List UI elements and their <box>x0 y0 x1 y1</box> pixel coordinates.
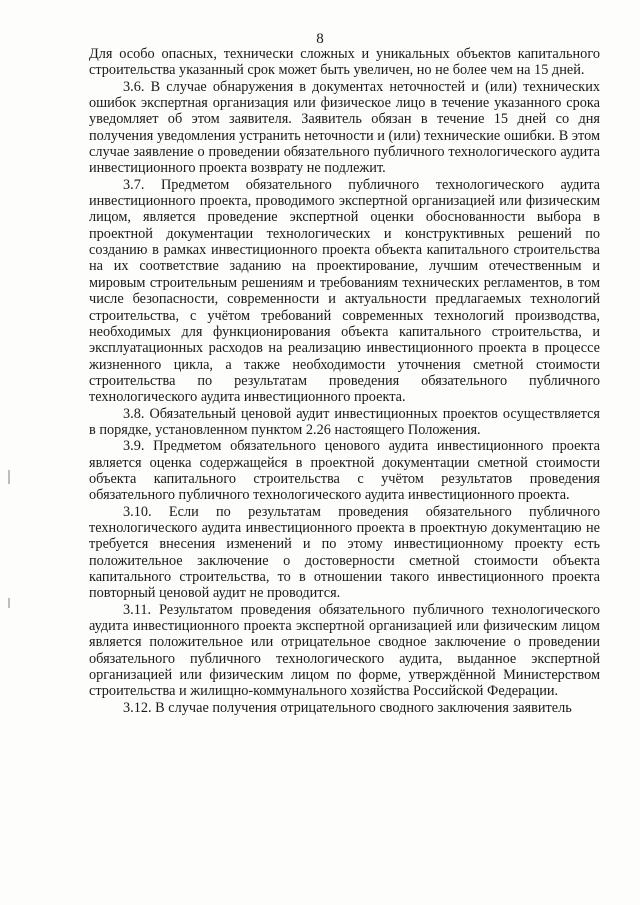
paragraph-3-11: 3.11. Результатом проведения обязательного публичного технологического аудита инвестиционного проекта экспертной организацией или физическим лицом является положительное или отрицательное сводное заключение о проведении обязательного публичного технологического аудита, выданное экспертной организацией или физическим лицом по форме, утверждённой Министерством строительства и жилищно-коммунального хозяйства Российской Федерации. <box>89 601 600 700</box>
scan-artifact <box>8 598 10 608</box>
paragraph-3-9: 3.9. Предметом обязательного ценового аудита инвестиционного проекта является оценка содержащейся в проектной документации сметной стоимости объекта капитального строительства с учётом результатов проведения обязательного публичного технологического аудита инвестиционного проекта. <box>89 438 600 504</box>
paragraph-continuation: Для особо опасных, технически сложных и уникальных объектов капитального строительства указанный срок может быть увеличен, но не более чем на 15 дней. <box>89 46 600 79</box>
paragraph-3-10: 3.10. Если по результатам проведения обязательного публичного технологического аудита инвестиционного проекта в проектную документацию не требуется внесения изменений и по этому инвестиционному проекту есть положительное заключение о достоверности сметной стоимости объекта капитального строительства, то в отношении такого инвестиционного проекта повторный ценовой аудит не проводится. <box>89 503 600 602</box>
body-text <box>89 46 600 716</box>
paragraph-3-8: 3.8. Обязательный ценовой аудит инвестиционных проектов осуществляется в порядке, установленном пунктом 2.26 настоящего Положения. <box>89 405 600 438</box>
scan-artifact <box>8 470 10 484</box>
page-number: 8 <box>316 31 324 47</box>
paragraph-3-7: 3.7. Предметом обязательного публичного технологического аудита инвестиционного проекта, проводимого экспертной организацией или физическим лицом, является проведение экспертной оценки обоснованности выбора в проектной документации технологических и конструктивных решений по созданию в рамках инвестиционного проекта объекта капитального строительства на их соответствие заданию на проектирование, лучшим отечественным и мировым строительным решениям и требованиям технических регламентов, в том числе безопасности, современности и актуальности предлагаемых технологий строительства, с учётом требований современных технологий производства, необходимых для функционирования объекта капитального строительства, и эксплуатационных расходов на реализацию инвестиционного проекта в процессе жизненного цикла, а также необходимости уточнения сметной стоимости строительства по результатам проведения обязательного публичного технологического аудита инвестиционного проекта. <box>89 176 600 406</box>
paragraph-3-6: 3.6. В случае обнаружения в документах неточностей и (или) технических ошибок экспертная организация или физическое лицо в течение указанного срока уведомляет об этом заявителя. Заявитель обязан в течение 15 дней со дня получения уведомления устранить неточности и (или) технические ошибки. В этом случае заявление о проведении обязательного публичного технологического аудита инвестиционного проекта возврату не подлежит. <box>89 78 600 177</box>
paragraph-3-12: 3.12. В случае получения отрицательного сводного заключения заявитель <box>123 699 572 716</box>
